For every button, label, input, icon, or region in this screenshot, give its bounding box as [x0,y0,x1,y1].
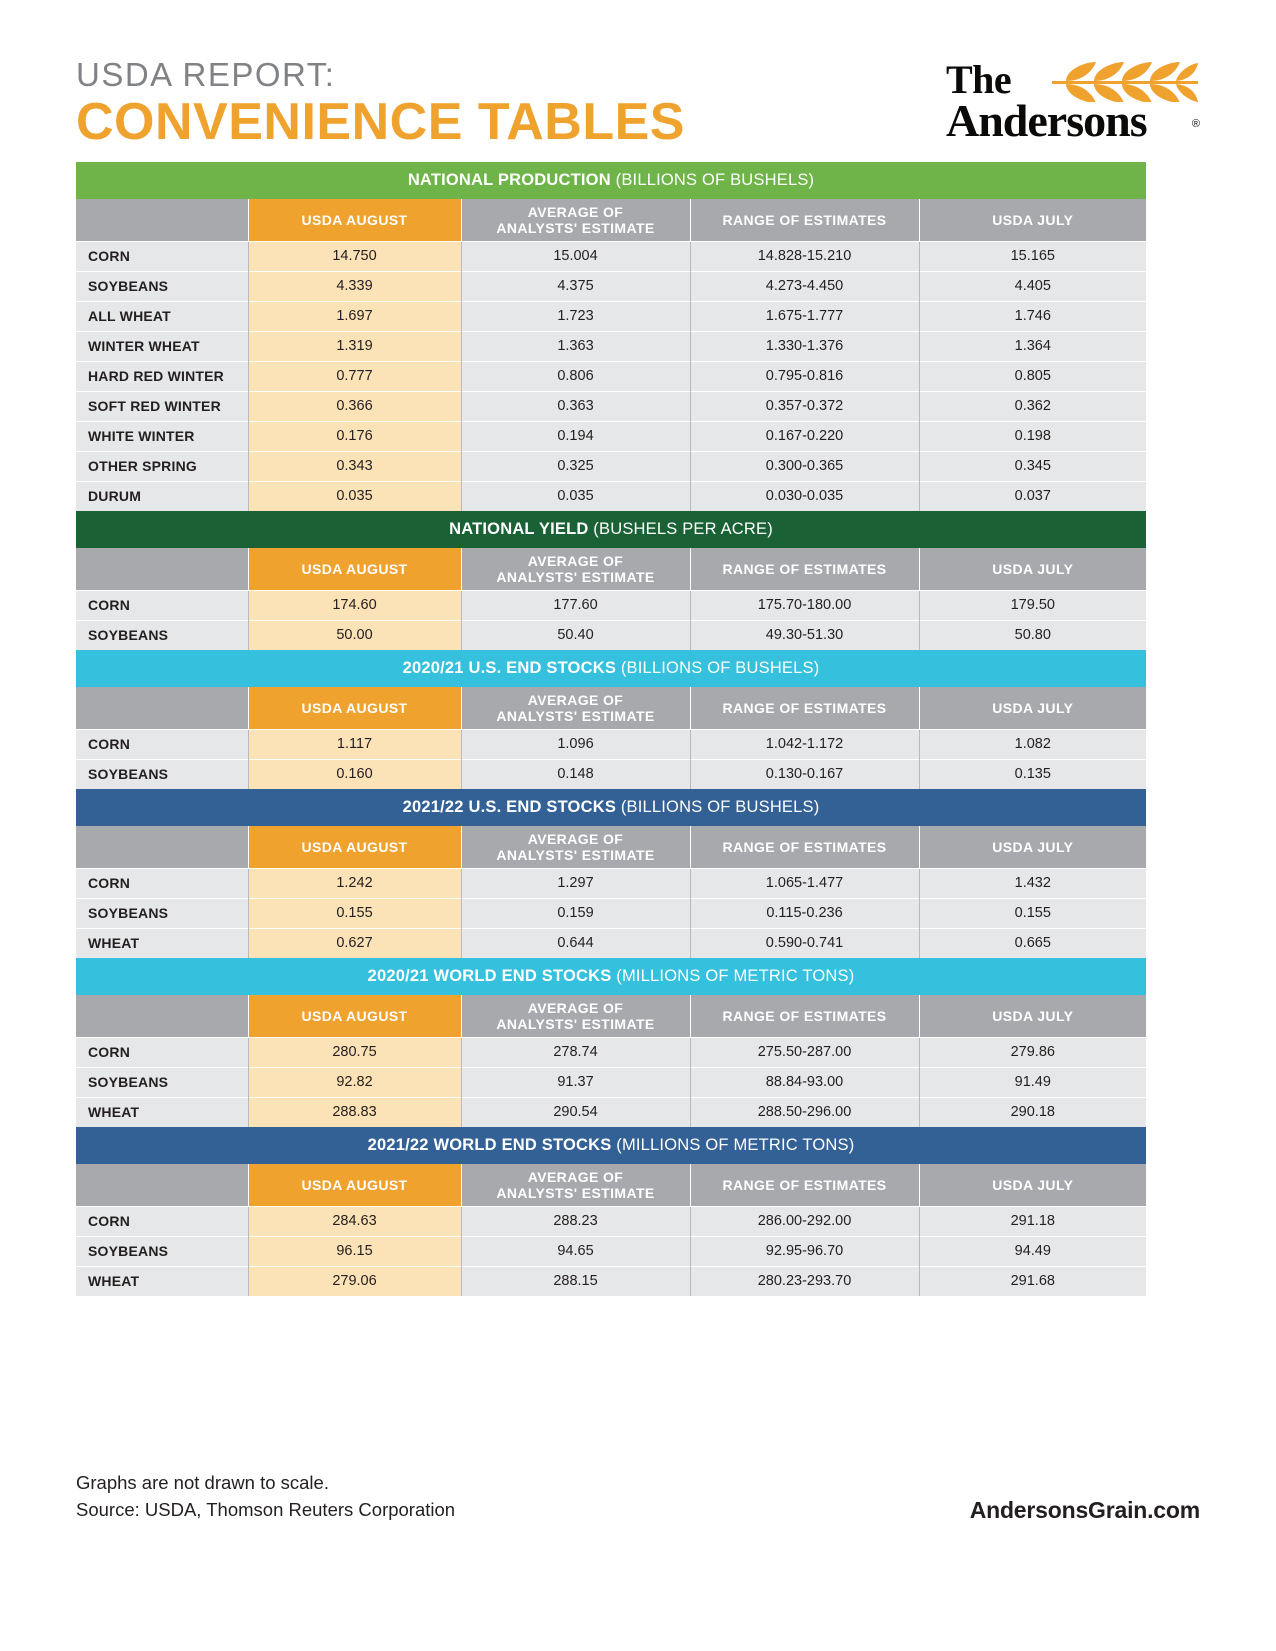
cell-usda-july: 0.135 [919,759,1146,789]
row-label: CORN [76,1037,248,1067]
column-header-average-line2: ANALYSTS' ESTIMATE [496,568,655,585]
cell-range-of-estimates: 286.00-292.00 [690,1206,919,1236]
cell-usda-august: 0.035 [248,481,461,511]
cell-range-of-estimates: 0.130-0.167 [690,759,919,789]
cell-average-estimate: 15.004 [461,241,690,271]
table-row [76,590,1146,620]
cell-range-of-estimates: 0.300-0.365 [690,451,919,481]
column-header-average-line1: AVERAGE OF [527,999,624,1016]
row-label: WHITE WINTER [76,421,248,451]
column-header-usda-july: USDA JULY [919,199,1146,241]
table-row [76,361,1146,391]
column-header-average-estimate [461,826,690,868]
page-header [76,0,1200,150]
cell-range-of-estimates: 92.95-96.70 [690,1236,919,1266]
section-title-strong: NATIONAL YIELD [449,520,589,538]
cell-average-estimate: 94.65 [461,1236,690,1266]
cell-average-estimate: 1.363 [461,331,690,361]
cell-average-estimate: 0.363 [461,391,690,421]
section-title [76,1127,1146,1164]
cell-range-of-estimates: 1.330-1.376 [690,331,919,361]
table-row [76,928,1146,958]
tables-container [76,162,1200,1296]
section-header-row [76,789,1146,826]
cell-usda-august: 0.343 [248,451,461,481]
cell-usda-july: 179.50 [919,590,1146,620]
cell-usda-august: 0.176 [248,421,461,451]
cell-usda-august: 279.06 [248,1266,461,1296]
column-header-usda-august: USDA AUGUST [248,1164,461,1206]
cell-range-of-estimates: 0.795-0.816 [690,361,919,391]
table-row [76,868,1146,898]
cell-range-of-estimates: 49.30-51.30 [690,620,919,650]
row-label: SOYBEANS [76,620,248,650]
row-label: WHEAT [76,1097,248,1127]
column-header-average-estimate [461,995,690,1037]
cell-average-estimate: 290.54 [461,1097,690,1127]
column-header-usda-july: USDA JULY [919,687,1146,729]
cell-average-estimate: 0.148 [461,759,690,789]
column-header-average-line2: ANALYSTS' ESTIMATE [496,219,655,236]
column-header-average-line1: AVERAGE OF [527,830,624,847]
column-header-range-of-estimates: RANGE OF ESTIMATES [690,548,919,590]
cell-usda-august: 14.750 [248,241,461,271]
row-label: CORN [76,241,248,271]
cell-usda-august: 0.155 [248,898,461,928]
column-header-average-line1: AVERAGE OF [527,691,624,708]
cell-usda-july: 91.49 [919,1067,1146,1097]
cell-range-of-estimates: 0.357-0.372 [690,391,919,421]
cell-usda-july: 1.746 [919,301,1146,331]
footer-note-scale: Graphs are not drawn to scale. [76,1472,329,1493]
cell-usda-july: 290.18 [919,1097,1146,1127]
row-label: SOYBEANS [76,1067,248,1097]
column-header-usda-july: USDA JULY [919,826,1146,868]
table-row [76,421,1146,451]
cell-usda-august: 288.83 [248,1097,461,1127]
cell-range-of-estimates: 1.675-1.777 [690,301,919,331]
convenience-table [76,162,1146,1296]
section-title-units: (BILLIONS OF BUSHELS) [615,171,815,189]
section-title-strong: 2021/22 U.S. END STOCKS [402,798,617,816]
table-row [76,898,1146,928]
cell-usda-august: 4.339 [248,271,461,301]
row-label: SOYBEANS [76,759,248,789]
column-header-range-of-estimates: RANGE OF ESTIMATES [690,199,919,241]
cell-usda-july: 279.86 [919,1037,1146,1067]
column-header-blank [76,199,248,241]
column-header-average-estimate [461,199,690,241]
section-title-units: (BILLIONS OF BUSHELS) [620,659,820,677]
column-header-blank [76,548,248,590]
page-footer [76,1470,1200,1524]
section-title-strong: 2020/21 U.S. END STOCKS [402,659,617,677]
column-header-row [76,826,1146,868]
cell-average-estimate: 1.297 [461,868,690,898]
section-title [76,650,1146,687]
column-header-average-line1: AVERAGE OF [527,1168,624,1185]
cell-average-estimate: 177.60 [461,590,690,620]
row-label: CORN [76,729,248,759]
section-header-row [76,650,1146,687]
column-header-average-estimate [461,1164,690,1206]
table-row [76,451,1146,481]
column-header-row [76,199,1146,241]
cell-usda-august: 284.63 [248,1206,461,1236]
table-row [76,1037,1146,1067]
cell-usda-july: 291.68 [919,1266,1146,1296]
column-header-blank [76,1164,248,1206]
column-header-usda-august: USDA AUGUST [248,995,461,1037]
cell-usda-august: 0.777 [248,361,461,391]
cell-usda-august: 0.627 [248,928,461,958]
cell-usda-july: 291.18 [919,1206,1146,1236]
cell-average-estimate: 50.40 [461,620,690,650]
cell-average-estimate: 0.159 [461,898,690,928]
cell-range-of-estimates: 275.50-287.00 [690,1037,919,1067]
cell-range-of-estimates: 0.167-0.220 [690,421,919,451]
cell-range-of-estimates: 280.23-293.70 [690,1266,919,1296]
website-link[interactable]: AndersonsGrain.com [969,1496,1200,1523]
cell-average-estimate: 288.15 [461,1266,690,1296]
cell-usda-august: 1.697 [248,301,461,331]
cell-usda-august: 1.117 [248,729,461,759]
column-header-usda-august: USDA AUGUST [248,548,461,590]
column-header-usda-august: USDA AUGUST [248,199,461,241]
cell-usda-july: 4.405 [919,271,1146,301]
cell-usda-july: 0.665 [919,928,1146,958]
section-header-row [76,1127,1146,1164]
column-header-average-estimate [461,548,690,590]
row-label: CORN [76,590,248,620]
table-row [76,391,1146,421]
row-label: WHEAT [76,928,248,958]
section-title-units: (MILLIONS OF METRIC TONS) [616,967,855,985]
cell-usda-august: 0.366 [248,391,461,421]
cell-usda-august: 174.60 [248,590,461,620]
cell-usda-august: 0.160 [248,759,461,789]
column-header-usda-august: USDA AUGUST [248,826,461,868]
cell-usda-july: 0.037 [919,481,1146,511]
column-header-row [76,548,1146,590]
row-label: CORN [76,1206,248,1236]
logo-the-text: The [946,57,1012,102]
table-row [76,1097,1146,1127]
section-title [76,511,1146,548]
cell-average-estimate: 1.096 [461,729,690,759]
column-header-average-line1: AVERAGE OF [527,203,624,220]
cell-range-of-estimates: 0.590-0.741 [690,928,919,958]
report-subtitle: USDA REPORT: [76,56,336,93]
section-header-row [76,958,1146,995]
cell-usda-august: 1.319 [248,331,461,361]
table-row [76,620,1146,650]
table-row [76,1206,1146,1236]
cell-usda-july: 50.80 [919,620,1146,650]
section-title [76,958,1146,995]
cell-average-estimate: 4.375 [461,271,690,301]
row-label: OTHER SPRING [76,451,248,481]
column-header-average-line1: AVERAGE OF [527,552,624,569]
column-header-usda-july: USDA JULY [919,548,1146,590]
row-label: SOYBEANS [76,271,248,301]
cell-average-estimate: 0.325 [461,451,690,481]
cell-average-estimate: 0.194 [461,421,690,451]
table-row [76,1266,1146,1296]
column-header-row [76,687,1146,729]
column-header-average-line2: ANALYSTS' ESTIMATE [496,1184,655,1201]
cell-average-estimate: 288.23 [461,1206,690,1236]
cell-range-of-estimates: 4.273-4.450 [690,271,919,301]
cell-usda-july: 1.082 [919,729,1146,759]
column-header-usda-august: USDA AUGUST [248,687,461,729]
table-row [76,1236,1146,1266]
column-header-usda-july: USDA JULY [919,1164,1146,1206]
cell-average-estimate: 0.644 [461,928,690,958]
section-title-strong: 2021/22 WORLD END STOCKS [367,1136,612,1154]
section-title [76,162,1146,199]
logo-andersons-text: Andersons [946,95,1147,146]
row-label: WINTER WHEAT [76,331,248,361]
cell-average-estimate: 0.035 [461,481,690,511]
section-title-units: (BILLIONS OF BUSHELS) [620,798,820,816]
footer-notes [76,1470,455,1524]
cell-usda-august: 1.242 [248,868,461,898]
cell-average-estimate: 91.37 [461,1067,690,1097]
column-header-average-line2: ANALYSTS' ESTIMATE [496,707,655,724]
cell-usda-july: 1.364 [919,331,1146,361]
cell-usda-july: 94.49 [919,1236,1146,1266]
section-header-row [76,511,1146,548]
cell-range-of-estimates: 88.84-93.00 [690,1067,919,1097]
column-header-blank [76,995,248,1037]
section-title-units: (MILLIONS OF METRIC TONS) [616,1136,855,1154]
column-header-average-line2: ANALYSTS' ESTIMATE [496,846,655,863]
column-header-row [76,995,1146,1037]
column-header-average-estimate [461,687,690,729]
section-title-strong: 2020/21 WORLD END STOCKS [367,967,612,985]
column-header-blank [76,826,248,868]
cell-range-of-estimates: 14.828-15.210 [690,241,919,271]
andersons-logo [940,56,1200,152]
cell-average-estimate: 1.723 [461,301,690,331]
cell-usda-august: 280.75 [248,1037,461,1067]
column-header-range-of-estimates: RANGE OF ESTIMATES [690,1164,919,1206]
cell-usda-july: 0.155 [919,898,1146,928]
cell-usda-july: 0.345 [919,451,1146,481]
cell-usda-august: 92.82 [248,1067,461,1097]
cell-range-of-estimates: 1.065-1.477 [690,868,919,898]
section-title-strong: NATIONAL PRODUCTION [407,171,611,189]
cell-usda-august: 96.15 [248,1236,461,1266]
cell-range-of-estimates: 0.115-0.236 [690,898,919,928]
table-row [76,759,1146,789]
column-header-average-line2: ANALYSTS' ESTIMATE [496,1015,655,1032]
table-row [76,1067,1146,1097]
cell-usda-july: 1.432 [919,868,1146,898]
table-row [76,271,1146,301]
row-label: ALL WHEAT [76,301,248,331]
cell-range-of-estimates: 175.70-180.00 [690,590,919,620]
cell-range-of-estimates: 1.042-1.172 [690,729,919,759]
section-title-units: (BUSHELS PER ACRE) [593,520,773,538]
row-label: HARD RED WINTER [76,361,248,391]
table-row [76,481,1146,511]
column-header-range-of-estimates: RANGE OF ESTIMATES [690,826,919,868]
section-header-row [76,162,1146,199]
row-label: WHEAT [76,1266,248,1296]
cell-average-estimate: 278.74 [461,1037,690,1067]
section-title [76,789,1146,826]
cell-range-of-estimates: 0.030-0.035 [690,481,919,511]
table-row [76,331,1146,361]
table-row [76,729,1146,759]
cell-usda-july: 0.362 [919,391,1146,421]
row-label: CORN [76,868,248,898]
row-label: SOFT RED WINTER [76,391,248,421]
column-header-range-of-estimates: RANGE OF ESTIMATES [690,995,919,1037]
cell-usda-august: 50.00 [248,620,461,650]
row-label: SOYBEANS [76,1236,248,1266]
table-row [76,241,1146,271]
cell-usda-july: 0.805 [919,361,1146,391]
column-header-blank [76,687,248,729]
column-header-usda-july: USDA JULY [919,995,1146,1037]
row-label: SOYBEANS [76,898,248,928]
column-header-range-of-estimates: RANGE OF ESTIMATES [690,687,919,729]
footer-note-source: Source: USDA, Thomson Reuters Corporation [76,1498,456,1520]
row-label: DURUM [76,481,248,511]
cell-usda-july: 15.165 [919,241,1146,271]
column-header-row [76,1164,1146,1206]
cell-usda-july: 0.198 [919,421,1146,451]
page-title: CONVENIENCE TABLES [76,92,685,151]
table-row [76,301,1146,331]
cell-range-of-estimates: 288.50-296.00 [690,1097,919,1127]
logo-registered-mark: ® [1191,118,1200,130]
cell-average-estimate: 0.806 [461,361,690,391]
